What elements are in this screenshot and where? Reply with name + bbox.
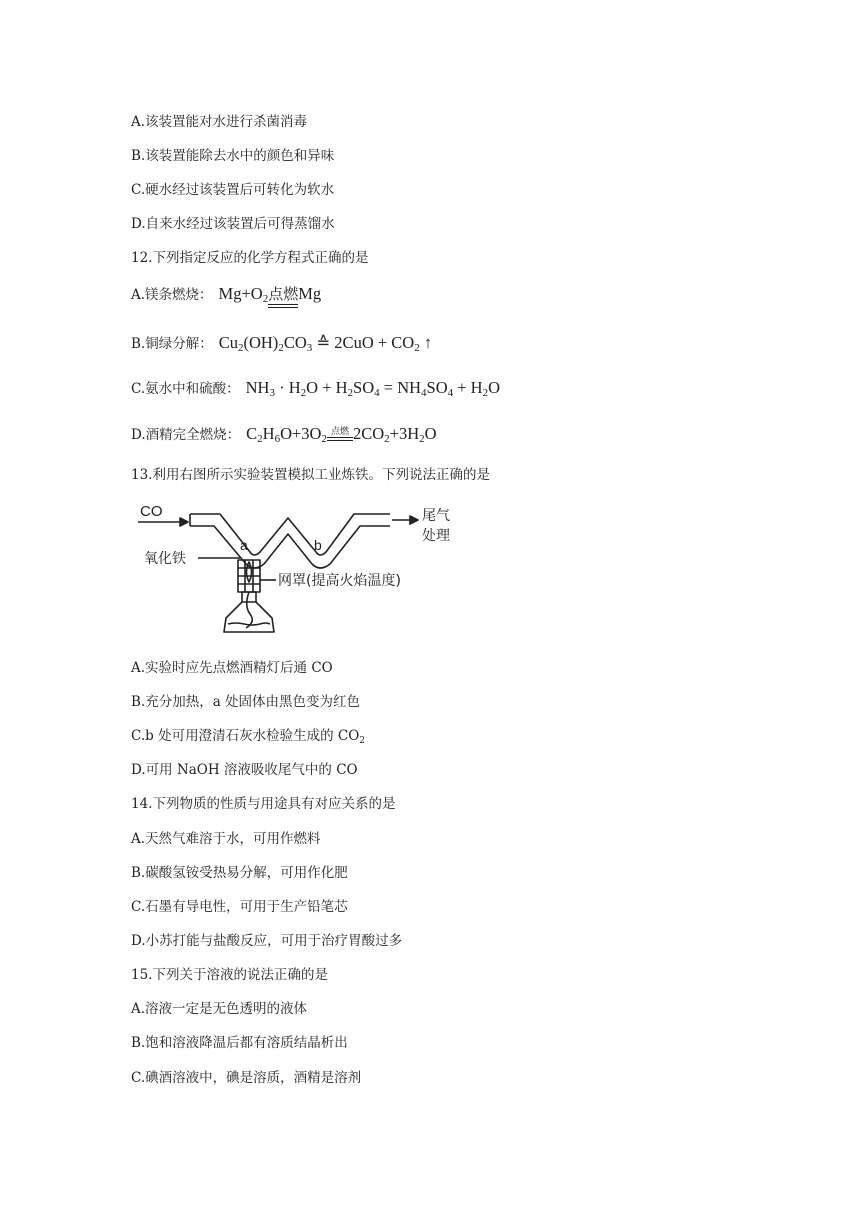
q12-option-b <box>131 333 432 358</box>
exhaust-label-line1: 尾气 <box>422 508 450 524</box>
q12-option-c-label: C.氨水中和硫酸： <box>131 381 240 397</box>
reaction-condition-d: 点燃 <box>327 427 353 441</box>
co-inlet-label: CO <box>140 503 163 520</box>
q11-option-b: B.该装置能除去水中的颜色和异味 <box>131 148 335 164</box>
q13-option-b: B.充分加热，a 处固体由黑色变为红色 <box>131 694 361 710</box>
q11-option-a: A.该装置能对水进行杀菌消毒 <box>131 114 308 130</box>
q12-option-c <box>131 378 500 403</box>
q14-option-b: B.碳酸氢铵受热易分解，可用作化肥 <box>131 865 348 881</box>
q12-equation-c: $NH_3 \cdot H_2O + H_2SO_4 = NH_4SO_4 + H_2O$ <box>245 378 501 399</box>
q15-option-a: A.溶液一定是无色透明的液体 <box>131 1001 308 1017</box>
q12-option-d <box>131 424 437 449</box>
position-b-label: b <box>314 537 322 553</box>
q12-option-d-label: D.酒精完全燃烧： <box>131 427 241 443</box>
position-a-label: a <box>240 537 248 553</box>
q13-option-c-subscript: 2 <box>359 736 365 746</box>
reaction-condition-a: 点燃 <box>268 288 298 308</box>
q14-option-a: A.天然气难溶于水，可用作燃料 <box>131 831 321 847</box>
q11-option-d: D.自来水经过该装置后可得蒸馏水 <box>131 216 335 232</box>
q12-option-a <box>131 284 321 309</box>
q12-stem: 12.下列指定反应的化学方程式正确的是 <box>131 250 369 266</box>
q12-equation-a: $Mg+O_2$ 点燃 Mg <box>219 284 322 303</box>
q11-option-c: C.硬水经过该装置后可转化为软水 <box>131 182 335 198</box>
q14-option-d: D.小苏打能与盐酸反应，可用于治疗胃酸过多 <box>131 933 403 949</box>
q14-stem: 14.下列物质的性质与用途具有对应关系的是 <box>131 796 396 812</box>
q13-option-c <box>131 726 365 751</box>
q12-option-a-label: A.镁条燃烧： <box>131 287 213 303</box>
iron-smelting-apparatus-diagram <box>128 500 468 645</box>
q12-equation-d: $C_2H_6O+3O_2$ 点燃 $2CO_2+3H_2O$ <box>246 424 437 445</box>
q15-option-c: C.碘酒溶液中，碘是溶质，酒精是溶剂 <box>131 1070 362 1086</box>
q12-equation-b: $Cu_2(OH)_2CO_3$ ≙ $2CuO + CO_2$ ↑ <box>218 333 433 354</box>
q13-option-c-text: C.b 处可用澄清石灰水检验生成的 CO <box>131 728 360 744</box>
q13-stem: 13.利用右图所示实验装置模拟工业炼铁。下列说法正确的是 <box>131 467 490 483</box>
exhaust-label-line2: 处理 <box>422 528 450 544</box>
q13-option-d: D.可用 NaOH 溶液吸收尾气中的 CO <box>131 762 358 778</box>
q12-option-b-label: B.铜绿分解： <box>131 336 213 352</box>
mesh-cover-label: 网罩(提高火焰温度) <box>278 573 401 589</box>
q14-option-c: C.石墨有导电性，可用于生产铅笔芯 <box>131 899 348 915</box>
q13-option-a: A.实验时应先点燃酒精灯后通 CO <box>131 660 333 676</box>
iron-oxide-label: 氧化铁 <box>144 551 186 567</box>
q15-stem: 15.下列关于溶液的说法正确的是 <box>131 967 328 983</box>
q15-option-b: B.饱和溶液降温后都有溶质结晶析出 <box>131 1035 348 1051</box>
